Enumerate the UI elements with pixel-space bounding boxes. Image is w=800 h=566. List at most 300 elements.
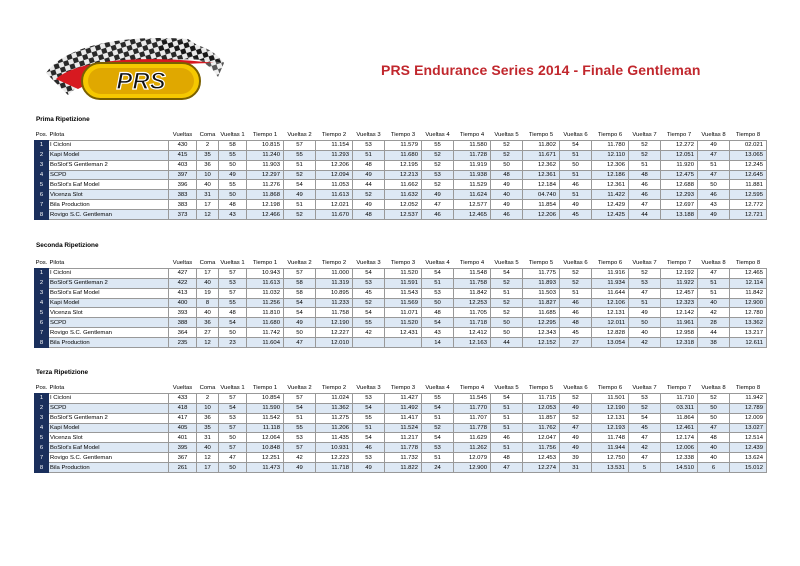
- value-cell: 40: [197, 308, 219, 318]
- value-cell: 48: [422, 308, 454, 318]
- column-header: Coma: [197, 384, 219, 393]
- table-row: [35, 423, 767, 433]
- value-cell: 12.293: [661, 190, 698, 200]
- value-cell: 8: [197, 298, 219, 308]
- value-cell: 11.671: [523, 150, 560, 160]
- value-cell: 54: [629, 413, 661, 423]
- column-header: Vueltas: [169, 259, 197, 268]
- value-cell: 49: [629, 308, 661, 318]
- value-cell: 50: [219, 328, 247, 338]
- value-cell: 11.473: [247, 463, 284, 473]
- position-cell: 7: [35, 453, 49, 463]
- table-row: [35, 463, 767, 473]
- value-cell: 12.052: [385, 200, 422, 210]
- value-cell: 11.758: [316, 308, 353, 318]
- value-cell: 40: [629, 328, 661, 338]
- value-cell: 12.828: [592, 328, 629, 338]
- value-cell: 11.857: [523, 413, 560, 423]
- value-cell: [385, 338, 422, 348]
- value-cell: 53: [422, 288, 454, 298]
- value-cell: 11.868: [247, 190, 284, 200]
- value-cell: 11.024: [316, 393, 353, 403]
- value-cell: 12.094: [316, 170, 353, 180]
- column-header: Vueltas 5: [491, 384, 523, 393]
- value-cell: 49: [560, 403, 592, 413]
- position-cell: 3: [35, 160, 49, 170]
- value-cell: 12.245: [730, 160, 767, 170]
- value-cell: 11.662: [385, 180, 422, 190]
- value-cell: 12.011: [592, 318, 629, 328]
- value-cell: 52: [491, 150, 523, 160]
- value-cell: 12.361: [592, 180, 629, 190]
- value-cell: 367: [169, 453, 197, 463]
- value-cell: 51: [284, 413, 316, 423]
- value-cell: 12.131: [592, 308, 629, 318]
- column-header: Pilota: [49, 259, 169, 268]
- value-cell: 12.318: [661, 338, 698, 348]
- value-cell: 47: [629, 288, 661, 298]
- value-cell: 11.810: [247, 308, 284, 318]
- value-cell: 52: [629, 268, 661, 278]
- value-cell: 54: [284, 180, 316, 190]
- value-cell: 58: [284, 288, 316, 298]
- value-cell: 12.338: [661, 453, 698, 463]
- value-cell: 47: [698, 170, 730, 180]
- value-cell: 11.775: [523, 268, 560, 278]
- value-cell: 50: [219, 160, 247, 170]
- value-cell: 427: [169, 268, 197, 278]
- value-cell: 11.685: [523, 308, 560, 318]
- value-cell: 47: [629, 453, 661, 463]
- value-cell: 02.021: [730, 140, 767, 150]
- value-cell: 51: [491, 413, 523, 423]
- value-cell: 35: [197, 423, 219, 433]
- column-header: Tiempo 1: [247, 259, 284, 268]
- column-header: Tiempo 5: [523, 259, 560, 268]
- value-cell: 57: [284, 140, 316, 150]
- value-cell: 11.822: [385, 463, 422, 473]
- column-header: Tiempo 4: [454, 131, 491, 140]
- position-cell: 1: [35, 268, 49, 278]
- value-cell: 12.361: [523, 170, 560, 180]
- value-cell: 51: [491, 288, 523, 298]
- value-cell: 11.629: [454, 433, 491, 443]
- value-cell: 11.916: [592, 268, 629, 278]
- column-header: Vueltas 3: [353, 131, 385, 140]
- column-header: Tiempo 7: [661, 384, 698, 393]
- value-cell: 13.531: [592, 463, 629, 473]
- value-cell: 400: [169, 298, 197, 308]
- value-cell: 17: [197, 463, 219, 473]
- value-cell: 43: [219, 210, 247, 220]
- column-header: Vueltas 4: [422, 131, 454, 140]
- value-cell: 51: [491, 403, 523, 413]
- value-cell: 11.718: [454, 318, 491, 328]
- pilot-cell: SCPD: [49, 318, 169, 328]
- value-cell: 42: [353, 328, 385, 338]
- value-cell: 23: [219, 338, 247, 348]
- table-row: [35, 308, 767, 318]
- value-cell: 418: [169, 403, 197, 413]
- value-cell: 12.514: [730, 433, 767, 443]
- value-cell: 52: [284, 170, 316, 180]
- table-row: [35, 170, 767, 180]
- value-cell: 12.465: [454, 210, 491, 220]
- value-cell: 12.789: [730, 403, 767, 413]
- value-cell: 55: [422, 140, 454, 150]
- value-cell: 31: [560, 463, 592, 473]
- value-cell: 49: [491, 180, 523, 190]
- value-cell: 11.715: [523, 393, 560, 403]
- value-cell: 45: [353, 288, 385, 298]
- value-cell: 55: [219, 150, 247, 160]
- value-cell: 40: [197, 443, 219, 453]
- pilot-cell: BoSlot's Eaf Model: [49, 288, 169, 298]
- value-cell: 35: [197, 150, 219, 160]
- value-cell: 11.492: [385, 403, 422, 413]
- value-cell: 383: [169, 200, 197, 210]
- value-cell: 58: [284, 278, 316, 288]
- value-cell: 12.466: [247, 210, 284, 220]
- table-row: [35, 140, 767, 150]
- table-row: [35, 318, 767, 328]
- section-title-2: Seconda Ripetizione: [36, 242, 99, 249]
- value-cell: 12.772: [730, 200, 767, 210]
- value-cell: 11.422: [592, 190, 629, 200]
- value-cell: 12.721: [730, 210, 767, 220]
- value-cell: 11.529: [454, 180, 491, 190]
- value-cell: 11.644: [592, 288, 629, 298]
- value-cell: 52: [422, 423, 454, 433]
- value-cell: 44: [629, 210, 661, 220]
- value-cell: 53: [629, 278, 661, 288]
- value-cell: 11.922: [661, 278, 698, 288]
- value-cell: 12.064: [247, 433, 284, 443]
- value-cell: 54: [353, 433, 385, 443]
- value-cell: 12.053: [523, 403, 560, 413]
- value-cell: 49: [560, 433, 592, 443]
- table-row: [35, 328, 767, 338]
- value-cell: 12: [197, 210, 219, 220]
- value-cell: 11.262: [454, 443, 491, 453]
- value-cell: 11.053: [316, 180, 353, 190]
- value-cell: 12.174: [661, 433, 698, 443]
- pilot-cell: Bila Production: [49, 200, 169, 210]
- table-row: [35, 160, 767, 170]
- value-cell: 51: [560, 288, 592, 298]
- value-cell: 11.319: [316, 278, 353, 288]
- value-cell: 11.217: [385, 433, 422, 443]
- value-cell: 11.501: [592, 393, 629, 403]
- value-cell: 11.802: [523, 140, 560, 150]
- position-cell: 5: [35, 308, 49, 318]
- value-cell: 13.624: [730, 453, 767, 463]
- value-cell: 10: [197, 403, 219, 413]
- value-cell: 57: [219, 423, 247, 433]
- value-cell: 46: [353, 443, 385, 453]
- value-cell: 12.110: [592, 150, 629, 160]
- column-header: Tiempo 5: [523, 384, 560, 393]
- value-cell: 57: [219, 268, 247, 278]
- value-cell: 47: [284, 338, 316, 348]
- value-cell: 51: [284, 200, 316, 210]
- value-cell: 42: [629, 443, 661, 453]
- value-cell: 11.842: [454, 288, 491, 298]
- value-cell: 42: [698, 308, 730, 318]
- value-cell: 52: [491, 298, 523, 308]
- value-cell: 52: [491, 308, 523, 318]
- value-cell: 11.680: [385, 150, 422, 160]
- pilot-cell: BoSlot'S Gentleman 2: [49, 278, 169, 288]
- column-header: Vueltas 7: [629, 131, 661, 140]
- value-cell: 401: [169, 433, 197, 443]
- position-cell: 1: [35, 140, 49, 150]
- section-title-3: Terza Ripetizione: [36, 369, 89, 376]
- value-cell: 413: [169, 288, 197, 298]
- value-cell: 54: [491, 268, 523, 278]
- column-header: Vueltas 2: [284, 131, 316, 140]
- column-header: Pos.: [35, 132, 48, 139]
- value-cell: 11.732: [385, 453, 422, 463]
- value-cell: 52: [353, 298, 385, 308]
- column-header: Vueltas 1: [220, 132, 245, 139]
- value-cell: 11.705: [454, 308, 491, 318]
- table-row: [35, 338, 767, 348]
- value-cell: 12.272: [661, 140, 698, 150]
- value-cell: 48: [219, 308, 247, 318]
- column-header: Vueltas 7: [629, 384, 661, 393]
- value-cell: 47: [629, 433, 661, 443]
- table-row: [35, 433, 767, 443]
- value-cell: 11.362: [316, 403, 353, 413]
- value-cell: 11.579: [385, 140, 422, 150]
- position-cell: 3: [35, 288, 49, 298]
- value-cell: 49: [560, 200, 592, 210]
- value-cell: 47: [491, 463, 523, 473]
- value-cell: 49: [284, 190, 316, 200]
- value-cell: 397: [169, 170, 197, 180]
- value-cell: 31: [197, 190, 219, 200]
- value-cell: 04.740: [523, 190, 560, 200]
- value-cell: 11.758: [454, 278, 491, 288]
- value-cell: 12.900: [454, 463, 491, 473]
- value-cell: 54: [353, 308, 385, 318]
- value-cell: 12.537: [385, 210, 422, 220]
- value-cell: 12.453: [523, 453, 560, 463]
- value-cell: 11.613: [247, 278, 284, 288]
- table-row: [35, 413, 767, 423]
- value-cell: 52: [560, 393, 592, 403]
- column-header: Vueltas 6: [560, 259, 592, 268]
- position-cell: 2: [35, 403, 49, 413]
- value-cell: 10.931: [316, 443, 353, 453]
- value-cell: 12.461: [661, 423, 698, 433]
- value-cell: 12.186: [592, 170, 629, 180]
- column-header: Tiempo 3: [385, 131, 422, 140]
- value-cell: 53: [284, 433, 316, 443]
- value-cell: 12.223: [316, 453, 353, 463]
- value-cell: 55: [353, 413, 385, 423]
- column-header: Pos.: [35, 385, 48, 392]
- position-cell: 4: [35, 298, 49, 308]
- position-cell: 2: [35, 278, 49, 288]
- value-cell: 46: [560, 298, 592, 308]
- column-header: Vueltas 8: [698, 384, 730, 393]
- value-cell: 11.275: [316, 413, 353, 423]
- value-cell: 53: [219, 278, 247, 288]
- value-cell: 11.604: [247, 338, 284, 348]
- value-cell: 49: [422, 190, 454, 200]
- value-cell: 11.154: [316, 140, 353, 150]
- value-cell: 11.000: [316, 268, 353, 278]
- position-cell: 1: [35, 393, 49, 403]
- value-cell: 57: [284, 443, 316, 453]
- value-cell: 52: [284, 210, 316, 220]
- value-cell: 396: [169, 180, 197, 190]
- value-cell: 11.032: [247, 288, 284, 298]
- value-cell: 12.051: [661, 150, 698, 160]
- value-cell: 11.854: [523, 200, 560, 210]
- value-cell: 12.152: [523, 338, 560, 348]
- table-row: [35, 180, 767, 190]
- value-cell: 12.611: [730, 338, 767, 348]
- column-header: Tiempo 8: [730, 259, 767, 268]
- value-cell: 50: [698, 180, 730, 190]
- results-table-terza: [34, 384, 767, 473]
- header-row: [35, 384, 767, 393]
- value-cell: 12.900: [730, 298, 767, 308]
- value-cell: 12.295: [523, 318, 560, 328]
- value-cell: 12: [197, 453, 219, 463]
- value-cell: 51: [629, 160, 661, 170]
- column-header: Tiempo 3: [385, 384, 422, 393]
- value-cell: 50: [491, 328, 523, 338]
- value-cell: 12.465: [730, 268, 767, 278]
- value-cell: 46: [491, 210, 523, 220]
- value-cell: 44: [491, 338, 523, 348]
- value-cell: 12.297: [247, 170, 284, 180]
- value-cell: 11.942: [730, 393, 767, 403]
- value-cell: 46: [491, 433, 523, 443]
- value-cell: 53: [422, 443, 454, 453]
- value-cell: 19: [197, 288, 219, 298]
- value-cell: 11.071: [385, 308, 422, 318]
- value-cell: 11.591: [385, 278, 422, 288]
- position-cell: 2: [35, 150, 49, 160]
- value-cell: 40: [698, 443, 730, 453]
- value-cell: 11.961: [661, 318, 698, 328]
- value-cell: 48: [698, 433, 730, 443]
- value-cell: 57: [219, 443, 247, 453]
- value-cell: 11.542: [247, 413, 284, 423]
- column-header: Coma: [197, 259, 219, 268]
- value-cell: 10.895: [316, 288, 353, 298]
- value-cell: 53: [353, 453, 385, 463]
- value-cell: 417: [169, 413, 197, 423]
- value-cell: 42: [629, 338, 661, 348]
- value-cell: 51: [353, 423, 385, 433]
- value-cell: 13.054: [592, 338, 629, 348]
- value-cell: 47: [560, 423, 592, 433]
- pilot-cell: Vicenza Slot: [49, 433, 169, 443]
- value-cell: 12.362: [523, 160, 560, 170]
- value-cell: 11.545: [454, 393, 491, 403]
- table-row: [35, 278, 767, 288]
- value-cell: 57: [284, 268, 316, 278]
- value-cell: 12.079: [454, 453, 491, 463]
- value-cell: 28: [698, 318, 730, 328]
- column-header: Vueltas 4: [422, 259, 454, 268]
- value-cell: 11.503: [523, 288, 560, 298]
- value-cell: 11.893: [523, 278, 560, 288]
- value-cell: 12.021: [316, 200, 353, 210]
- value-cell: 50: [698, 413, 730, 423]
- table-row: [35, 298, 767, 308]
- value-cell: 40: [698, 453, 730, 463]
- column-header: Tiempo 8: [730, 384, 767, 393]
- value-cell: 51: [698, 288, 730, 298]
- value-cell: 2: [197, 393, 219, 403]
- value-cell: 55: [284, 423, 316, 433]
- value-cell: 12.577: [454, 200, 491, 210]
- value-cell: 47: [422, 200, 454, 210]
- value-cell: 11.206: [316, 423, 353, 433]
- column-header: Tiempo 5: [523, 131, 560, 140]
- value-cell: 48: [353, 210, 385, 220]
- value-cell: 12.190: [316, 318, 353, 328]
- value-cell: 50: [219, 190, 247, 200]
- value-cell: 17: [197, 200, 219, 210]
- value-cell: 53: [629, 393, 661, 403]
- value-cell: 12.306: [592, 160, 629, 170]
- value-cell: 12.142: [661, 308, 698, 318]
- value-cell: 54: [353, 268, 385, 278]
- value-cell: 51: [422, 453, 454, 463]
- value-cell: 53: [353, 393, 385, 403]
- value-cell: 52: [629, 150, 661, 160]
- value-cell: 45: [629, 423, 661, 433]
- value-cell: 46: [560, 308, 592, 318]
- value-cell: 46: [698, 190, 730, 200]
- value-cell: 40: [197, 180, 219, 190]
- value-cell: 57: [284, 393, 316, 403]
- value-cell: 49: [219, 170, 247, 180]
- value-cell: 54: [284, 403, 316, 413]
- pilot-cell: BoSlot's Eaf Model: [49, 443, 169, 453]
- value-cell: 52: [422, 180, 454, 190]
- column-header: Vueltas 3: [353, 384, 385, 393]
- value-cell: 57: [219, 393, 247, 403]
- pilot-cell: Rovigo S.C. Gentleman: [49, 453, 169, 463]
- value-cell: 14: [422, 338, 454, 348]
- value-cell: 45: [560, 210, 592, 220]
- table-row: [35, 210, 767, 220]
- value-cell: 11.920: [661, 160, 698, 170]
- value-cell: 11.827: [523, 298, 560, 308]
- value-cell: 12.457: [661, 288, 698, 298]
- value-cell: 49: [698, 210, 730, 220]
- value-cell: 55: [219, 180, 247, 190]
- header-row: [35, 259, 767, 268]
- value-cell: 12.958: [661, 328, 698, 338]
- value-cell: 48: [560, 318, 592, 328]
- value-cell: 11.903: [247, 160, 284, 170]
- value-cell: 43: [698, 200, 730, 210]
- value-cell: 52: [491, 278, 523, 288]
- value-cell: 11.778: [454, 423, 491, 433]
- value-cell: 2: [197, 140, 219, 150]
- value-cell: 11.276: [247, 180, 284, 190]
